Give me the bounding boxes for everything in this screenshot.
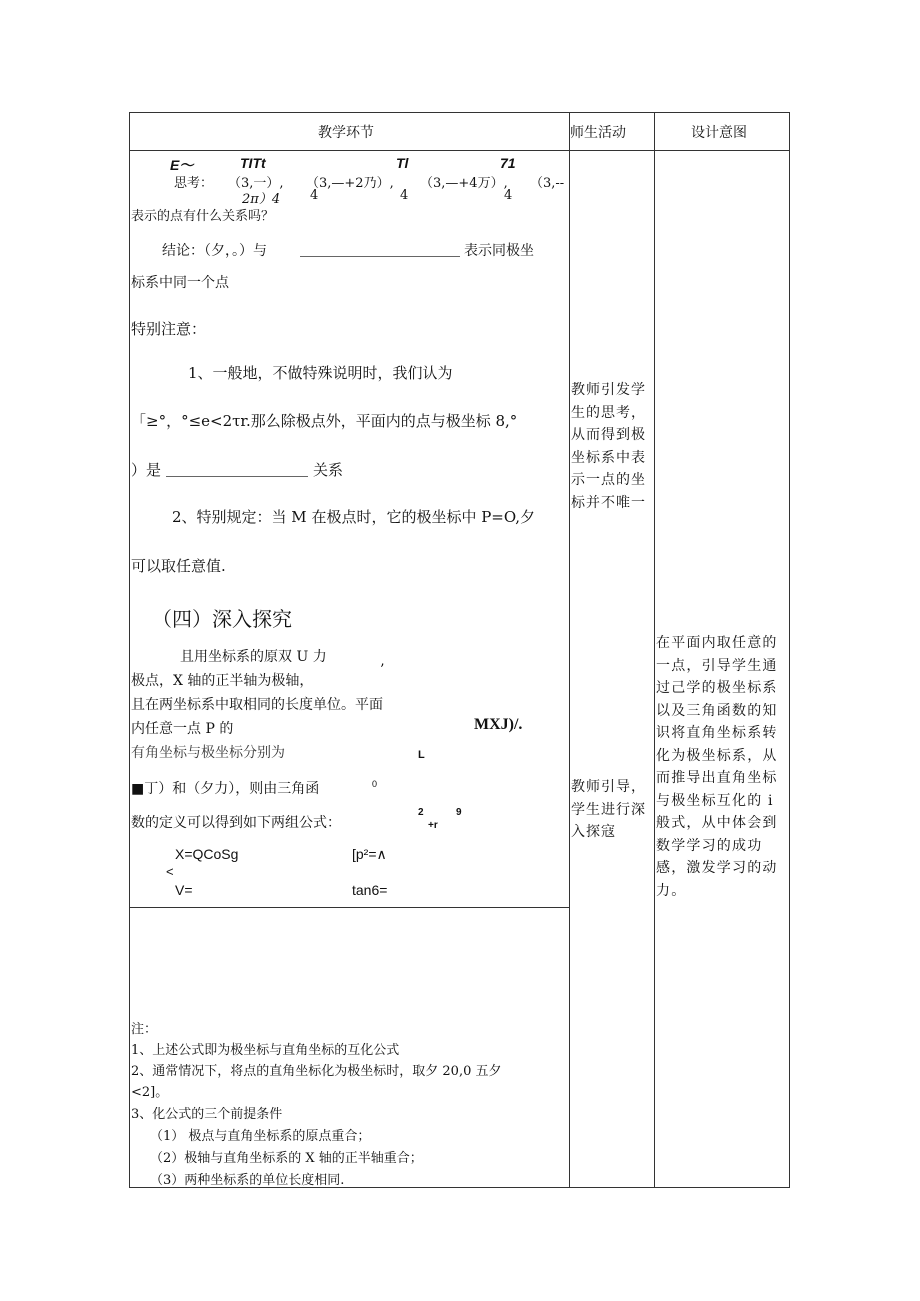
notes-item-1: 1、上述公式即为极坐标与直角坐标的互化公式 (131, 1043, 400, 1058)
garbled-fragment: TITt (240, 155, 266, 171)
polar-point-3-denominator: 4 (400, 188, 409, 203)
activity-text-2: 教师引导，学生进行深入探寇 (571, 779, 646, 840)
row-divider-col1 (129, 907, 570, 908)
header-bottom-border (129, 150, 790, 151)
note-1-line-2: 「≥°，°≤e<2τr.那么除极点外，平面内的点与极坐标 8,° (131, 412, 518, 430)
mark-r: +r (428, 820, 438, 831)
conclusion-text-b: 表示同极坐 (464, 243, 534, 259)
exploration-line-6: ■丁）和（夕力），则由三角函 (131, 781, 320, 797)
formula-tan: tan6= (352, 882, 388, 898)
note-1-blank (166, 461, 308, 477)
header-design-intent: 设计意图 (691, 124, 747, 140)
column-divider-2 (654, 112, 655, 1188)
polar-point-1-denominator: 2π）4 (242, 192, 281, 207)
polar-point-2: （3,—+2乃）, (306, 176, 394, 191)
mark-L: L (418, 749, 425, 761)
mark-9: 9 (456, 807, 462, 818)
exploration-line-1: 且用坐标系的原双 U 力 (180, 649, 327, 665)
garbled-fragment: Tl (396, 155, 409, 171)
note-1-line-1: 1、一般地，不做特殊说明时，我们认为 (188, 364, 453, 382)
polar-point-3: （3,—+4万）, (420, 176, 508, 191)
exploration-line-3: 且在两坐标系中取相同的长度单位。平面 (131, 697, 383, 713)
section-heading-deep-exploration: （四）深入探究 (152, 607, 292, 631)
note-2-line-2: 可以取任意值. (131, 557, 226, 575)
condition-3: （3）两种坐标系的单位长度相同. (150, 1173, 345, 1188)
notes-item-2: 2、通常情况下，将点的直角坐标化为极坐标时，取夕 20,0 五夕 (131, 1064, 502, 1079)
header-teacher-student-activity: 师生活动 (570, 124, 626, 140)
table-left-border (129, 112, 130, 1188)
garbled-mxj: MXJ)/. (474, 716, 523, 733)
conclusion-blank (300, 242, 460, 257)
mark-2: 2 (418, 807, 424, 818)
polar-point-4-denominator: 4 (504, 188, 513, 203)
notes-item-3: 3、化公式的三个前提条件 (131, 1107, 283, 1122)
formula-x: X=QCoSg (175, 846, 239, 862)
conclusion-text-c: 标系中同一个点 (131, 275, 229, 291)
condition-2: （2）极轴与直角坐标系的 X 轴的正半轴重合； (150, 1151, 423, 1166)
mark-0: 0 (372, 779, 378, 789)
intent-text-1: 在平面内取任意的一点，引导学生通过己学的极坐标系以及三角函数的知识将直角坐标系转化为极坐标系，从而推导出直角坐标与极坐标互化的 i 般式，从中体会到数学学习的成功感，激发学习的动力。 (656, 635, 778, 899)
note-2-line-1: 2、特别规定：当 M 在极点时，它的极坐标中 P=O,夕 (172, 508, 536, 526)
column-divider-1 (569, 112, 570, 1188)
exploration-line-7: 数的定义可以得到如下两组公式： (131, 815, 341, 831)
note-1-line-3b: 关系 (313, 461, 344, 479)
polar-point-1: （3,一）, (228, 176, 284, 191)
activity-text-1: 教师引发学生的思考，从而得到极坐标系中表示一点的坐标并不唯一 (571, 382, 646, 511)
think-label: 思考： (174, 176, 214, 191)
garbled-fragment: E～ (170, 157, 194, 173)
exploration-line-2: 极点，X 轴的正半轴为极轴， (131, 673, 314, 689)
notes-item-2-continued: <2]。 (131, 1085, 169, 1100)
polar-point-2-denominator: 4 (310, 188, 319, 203)
condition-1: （1） 极点与直角坐标系的原点重合； (150, 1129, 371, 1144)
polar-point-4: （3,-- (530, 176, 565, 191)
garbled-fragment: 71 (500, 155, 516, 171)
table-top-border (129, 112, 790, 113)
exploration-mark: ’ (380, 662, 385, 678)
formula-p-squared: [p²=∧ (352, 846, 387, 862)
exploration-line-4: 内任意一点 P 的 (131, 721, 234, 737)
header-teaching-stage: 教学环节 (318, 124, 374, 140)
formula-brace: < (166, 864, 174, 879)
notes-label: 注： (131, 1022, 158, 1037)
formula-y: V= (175, 882, 193, 898)
conclusion-text-a: 结论：（夕，。）与 (162, 243, 267, 259)
note-1-line-3a: ）是 (131, 461, 162, 479)
exploration-line-5-cut: 有角坐标与极坐标分别为 (131, 745, 285, 761)
question-text: 表示的点有什么关系吗？ (131, 209, 275, 224)
special-notice-title: 特别注意： (131, 320, 207, 338)
